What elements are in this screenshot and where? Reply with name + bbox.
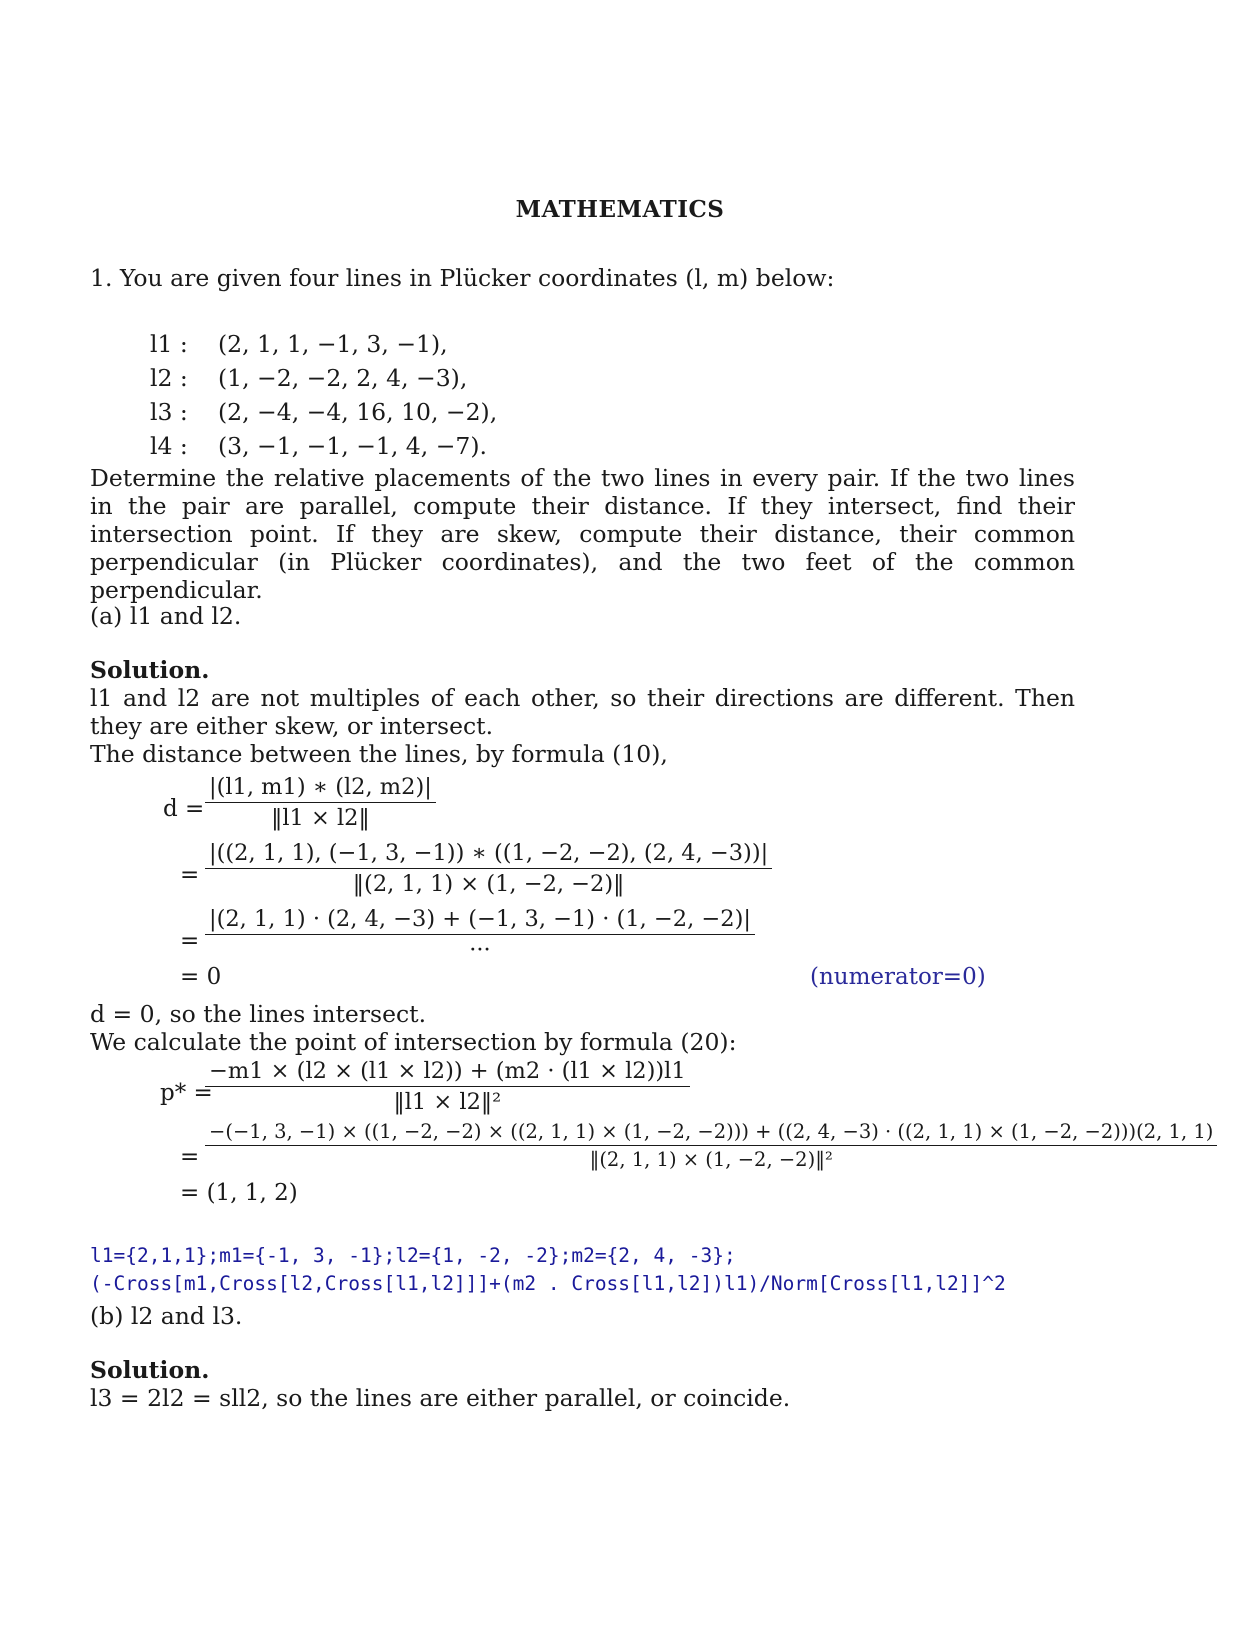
distance-numerator-2: |((2, 1, 1), (−1, 3, −1)) ∗ ((1, −2, −2), (2, 4, −3))|: [205, 840, 772, 869]
distance-numerator-3: |(2, 1, 1) · (2, 4, −3) + (−1, 3, −1) · (1, −2, −2)|: [205, 906, 755, 935]
line-l2-coords: (1, −2, −2, 2, 4, −3),: [218, 364, 468, 392]
line-l1-coords: (2, 1, 1, −1, 3, −1),: [218, 330, 448, 358]
intersection-lhs: p* =: [160, 1080, 213, 1106]
intersection-numerator-2: −(−1, 3, −1) × ((1, −2, −2) × ((2, 1, 1) × (1, −2, −2))) + ((2, 4, −3) · ((2, 1, 1) × (1, −2, −2)))(2, 1, 1): [205, 1120, 1217, 1146]
equals-sign: =: [180, 928, 200, 954]
distance-numerator-1: |(l1, m1) ∗ (l2, m2)|: [205, 774, 436, 803]
problem-intro: 1. You are given four lines in Plücker coordinates (l, m) below:: [90, 264, 835, 292]
distance-fraction-1: [205, 774, 436, 831]
distance-denominator-2: ‖(2, 1, 1) × (1, −2, −2)‖: [352, 871, 625, 897]
code-line-2: (-Cross[m1,Cross[l2,Cross[l1,l2]]]+(m2 . Cross[l1,l2])l1)/Norm[Cross[l1,l2]]^2: [90, 1272, 1006, 1295]
intersection-fraction-1: [205, 1058, 690, 1115]
line-l4-label: l4 :: [150, 432, 188, 460]
part-a-solution-label: Solution.: [90, 656, 210, 684]
part-a-heading: (a) l1 and l2.: [90, 602, 242, 630]
line-l4-coords: (3, −1, −1, −1, 4, −7).: [218, 432, 487, 460]
line-l3-label: l3 :: [150, 398, 188, 426]
distance-note: (numerator=0): [810, 964, 986, 990]
part-b-heading: (b) l2 and l3.: [90, 1302, 243, 1330]
part-b-text-1: l3 = 2l2 = sll2, so the lines are either parallel, or coincide.: [90, 1384, 791, 1412]
equals-sign: =: [180, 862, 200, 888]
intersection-fraction-2: [205, 1120, 1217, 1171]
part-a-text-3: d = 0, so the lines intersect.: [90, 1000, 427, 1028]
intersection-result: = (1, 1, 2): [180, 1180, 298, 1206]
line-l3-coords: (2, −4, −4, 16, 10, −2),: [218, 398, 498, 426]
problem-instructions: Determine the relative placements of the two lines in every pair. If the two lines in the pair are parallel, compute their distance. If they intersect, find their intersection point. If they are skew, compute their distance, their common perpendicular (in Plücker coordinates), and the two feet of the common perpendicular.: [90, 464, 1075, 604]
distance-result: = 0: [180, 964, 222, 990]
part-b-solution-label: Solution.: [90, 1356, 210, 1384]
intersection-denominator-2: ‖(2, 1, 1) × (1, −2, −2)‖²: [589, 1148, 833, 1171]
part-a-text-2: The distance between the lines, by formula (10),: [90, 740, 668, 768]
intersection-denominator-1: ‖l1 × l2‖²: [393, 1089, 502, 1115]
part-a-text-1: l1 and l2 are not multiples of each other, so their directions are different. Then they are either skew, or intersect.: [90, 684, 1075, 740]
intersection-numerator-1: −m1 × (l2 × (l1 × l2)) + (m2 · (l1 × l2))l1: [205, 1058, 690, 1087]
part-a-text-4: We calculate the point of intersection by formula (20):: [90, 1028, 737, 1056]
page-title: MATHEMATICS: [515, 196, 725, 223]
distance-denominator-3: ···: [469, 937, 491, 963]
code-line-1: l1={2,1,1};m1={-1, 3, -1};l2={1, -2, -2};m2={2, 4, -3};: [90, 1244, 736, 1267]
distance-lhs: d =: [163, 796, 205, 822]
distance-denominator-1: ‖l1 × l2‖: [271, 805, 370, 831]
equals-sign: =: [180, 1144, 200, 1170]
distance-fraction-3: [205, 906, 755, 963]
distance-fraction-2: [205, 840, 772, 897]
line-l1-label: l1 :: [150, 330, 188, 358]
line-l2-label: l2 :: [150, 364, 188, 392]
